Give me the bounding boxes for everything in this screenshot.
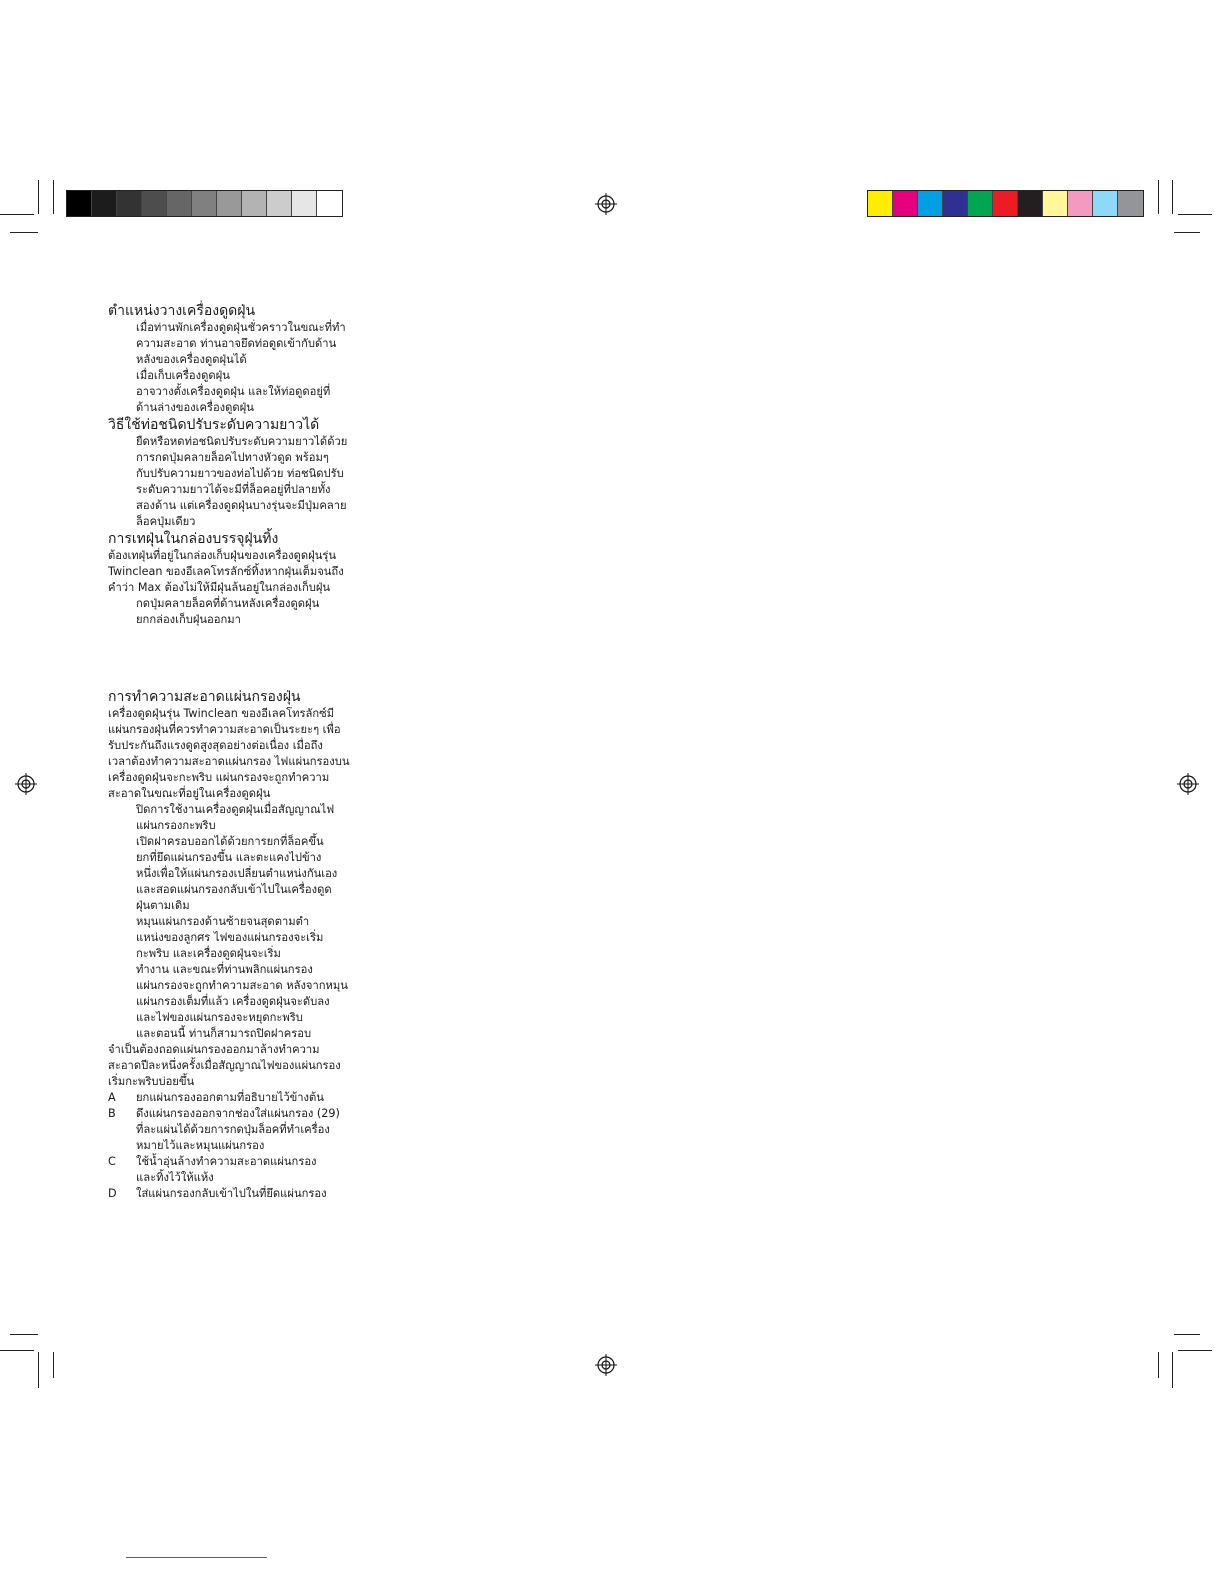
body-line: จำเป็นต้องถอดแผ่นกรองออกมาล้างทำความ [108, 1043, 320, 1056]
registration-mark-icon [595, 1354, 617, 1376]
gray-swatch [192, 191, 217, 216]
section-heading: การทำความสะอาดแผ่นกรองฝุ่น [108, 689, 301, 705]
color-swatch [968, 191, 993, 216]
body-line: แผ่นกรองจะถูกทำความสะอาด หลังจากหมุน [136, 979, 348, 992]
step-d [108, 1186, 383, 1202]
color-swatch [943, 191, 968, 216]
body-line: สองด้าน แต่เครื่องดูดฝุ่นบางรุ่นจะมีปุ่มคลาย [136, 499, 347, 512]
section-telescopic-tube [108, 416, 383, 530]
step-a [108, 1090, 383, 1106]
gray-swatch [67, 191, 92, 216]
body-line: ปิดการใช้งานเครื่องดูดฝุ่นเมื่อสัญญาณไฟ [136, 803, 335, 816]
body-line: สะอาดในขณะที่อยู่ในเครื่องดูดฝุ่น [108, 787, 271, 800]
body-line: และตอนนี้ ท่านก็สามารถปิดฝาครอบ [136, 1027, 312, 1040]
gray-swatch [317, 191, 342, 216]
step-label: B [108, 1107, 116, 1120]
body-line: แผ่นกรองฝุ่นที่ควรทำความสะอาดเป็นระยะๆ เพื่อ [108, 723, 341, 736]
gray-swatch [142, 191, 167, 216]
body-line: คำว่า Max ต้องไม่ให้มีฝุ่นล้นอยู่ในกล่องเก็บฝุ่น [108, 581, 331, 594]
footer-rule [126, 1557, 267, 1558]
body-line: แหน่งของลูกศร ไฟของแผ่นกรองจะเริ่ม [136, 931, 324, 944]
body-line: และสอดแผ่นกรองกลับเข้าไปในเครื่องดูด [136, 883, 332, 896]
body-line: ระดับความยาวได้จะมีที่ล็อคอยู่ที่ปลายทั้ง [136, 483, 331, 496]
body-line: เริ่มกะพริบบ่อยขึ้น [108, 1075, 195, 1088]
body-line: ล็อคปุ่มเดียว [136, 515, 196, 528]
body-line: เครื่องดูดฝุ่นรุ่น Twinclean ของอีเลคโทรลักซ์มี [108, 707, 335, 720]
section-positioning [108, 302, 383, 416]
body-line: ต้องเทฝุ่นที่อยู่ในกล่องเก็บฝุ่นของเครื่องดูดฝุ่นรุ่น [108, 549, 337, 562]
body-line: Twinclean ของอีเลคโทรลักซ์ทิ้งหากฝุ่นเต็มจนถึง [108, 565, 344, 578]
body-line: ด้านล่างของเครื่องดูดฝุ่น [136, 401, 254, 414]
section-heading: วิธีใช้ท่อชนิดปรับระดับความยาวได้ [108, 417, 320, 433]
body-line: แผ่นกรองเต็มที่แล้ว เครื่องดูดฝุ่นจะดับลง [136, 995, 330, 1008]
step-label: C [108, 1155, 116, 1168]
body-line: อาจวางตั้งเครื่องดูดฝุ่น และให้ท่อดูดอยู่ที่ [136, 385, 331, 398]
color-swatch [1068, 191, 1093, 216]
registration-mark-icon [1177, 773, 1199, 795]
color-swatch [1093, 191, 1118, 216]
body-line: ฝุ่นตามเดิม [136, 899, 190, 912]
section-emptying-dust-box [108, 530, 383, 628]
color-swatch [1118, 191, 1143, 216]
body-line: หมุนแผ่นกรองด้านซ้ายจนสุดตามตำ [136, 915, 310, 928]
body-line: กดปุ่มคลายล็อคที่ด้านหลังเครื่องดูดฝุ่น [136, 597, 320, 610]
step-label: D [108, 1187, 117, 1200]
body-line: ความสะอาด ท่านอาจยึดท่อดูดเข้ากับด้าน [136, 337, 337, 350]
section-filter-cleaning [108, 688, 383, 1202]
body-line: ยืดหรือหดท่อชนิดปรับระดับความยาวได้ด้วย [136, 435, 348, 448]
step-text: ที่ละแผ่นได้ด้วยการกดปุ่มล็อคที่ทำเครื่อง [136, 1123, 330, 1136]
body-line: เครื่องดูดฝุ่นจะกะพริบ แผ่นกรองจะถูกทำความ [108, 771, 330, 784]
color-swatch [1018, 191, 1043, 216]
body-line: เวลาต้องทำความสะอาดแผ่นกรอง ไฟแผ่นกรองบน [108, 755, 350, 768]
step-text: ใช้น้ำอุ่นล้างทำความสะอาดแผ่นกรอง [136, 1155, 317, 1168]
body-line: ยกที่ยึดแผ่นกรองขึ้น และตะแคงไปข้าง [136, 851, 322, 864]
color-calibration-bar [867, 190, 1144, 217]
step-text: ยกแผ่นกรองออกตามที่อธิบายไว้ข้างต้น [136, 1091, 324, 1104]
gray-swatch [292, 191, 317, 216]
gray-swatch [267, 191, 292, 216]
step-text: และทิ้งไว้ให้แห้ง [136, 1171, 214, 1184]
gray-swatch [217, 191, 242, 216]
section-heading: การเทฝุ่นในกล่องบรรจุฝุ่นทิ้ง [108, 531, 279, 547]
body-line: การกดปุ่มคลายล็อคไปทางหัวดูด พร้อมๆ [136, 451, 329, 464]
color-swatch [868, 191, 893, 216]
gray-swatch [117, 191, 142, 216]
color-swatch [1043, 191, 1068, 216]
grayscale-calibration-bar [66, 190, 343, 217]
body-line: สะอาดปีละหนึ่งครั้งเมื่อสัญญาณไฟของแผ่นกรอง [108, 1059, 341, 1072]
body-line: กับปรับความยาวของท่อไปด้วย ท่อชนิดปรับ [136, 467, 344, 480]
body-line: กะพริบ และเครื่องดูดฝุ่นจะเริ่ม [136, 947, 281, 960]
color-swatch [993, 191, 1018, 216]
step-text: หมายไว้และหมุนแผ่นกรอง [136, 1139, 265, 1152]
color-swatch [893, 191, 918, 216]
step-b [108, 1106, 383, 1154]
body-line: แผ่นกรองกะพริบ [136, 819, 216, 832]
step-text: ดึงแผ่นกรองออกจากช่องใส่แผ่นกรอง (29) [136, 1107, 340, 1120]
gray-swatch [242, 191, 267, 216]
body-line: เมื่อท่านพักเครื่องดูดฝุ่นชั่วคราวในขณะที่ทำ [136, 321, 346, 334]
section-heading: ตำแหน่งวางเครื่องดูดฝุ่น [108, 303, 256, 319]
body-line: เมื่อเก็บเครื่องดูดฝุ่น [136, 369, 230, 382]
color-swatch [918, 191, 943, 216]
body-line: หนึ่งเพื่อให้แผ่นกรองเปลี่ยนตำแหน่งกันเอง [136, 867, 338, 880]
step-label: A [108, 1091, 116, 1104]
body-line: ยกกล่องเก็บฝุ่นออกมา [136, 613, 241, 626]
gray-swatch [92, 191, 117, 216]
manual-text-column [108, 302, 383, 1202]
step-c [108, 1154, 383, 1186]
body-line: และไฟของแผ่นกรองจะหยุดกะพริบ [136, 1011, 303, 1024]
body-line: หลังของเครื่องดูดฝุ่นได้ [136, 353, 247, 366]
step-text: ใส่แผ่นกรองกลับเข้าไปในที่ยึดแผ่นกรอง [136, 1187, 327, 1200]
gray-swatch [167, 191, 192, 216]
registration-mark-icon [15, 773, 37, 795]
body-line: รับประกันถึงแรงดูดสูงสุดอย่างต่อเนื่อง เมื่อถึง [108, 739, 323, 752]
body-line: ทำงาน และขณะที่ท่านพลิกแผ่นกรอง [136, 963, 313, 976]
body-line: เปิดฝาครอบออกได้ด้วยการยกที่ล็อคขึ้น [136, 835, 324, 848]
registration-mark-icon [595, 193, 617, 215]
